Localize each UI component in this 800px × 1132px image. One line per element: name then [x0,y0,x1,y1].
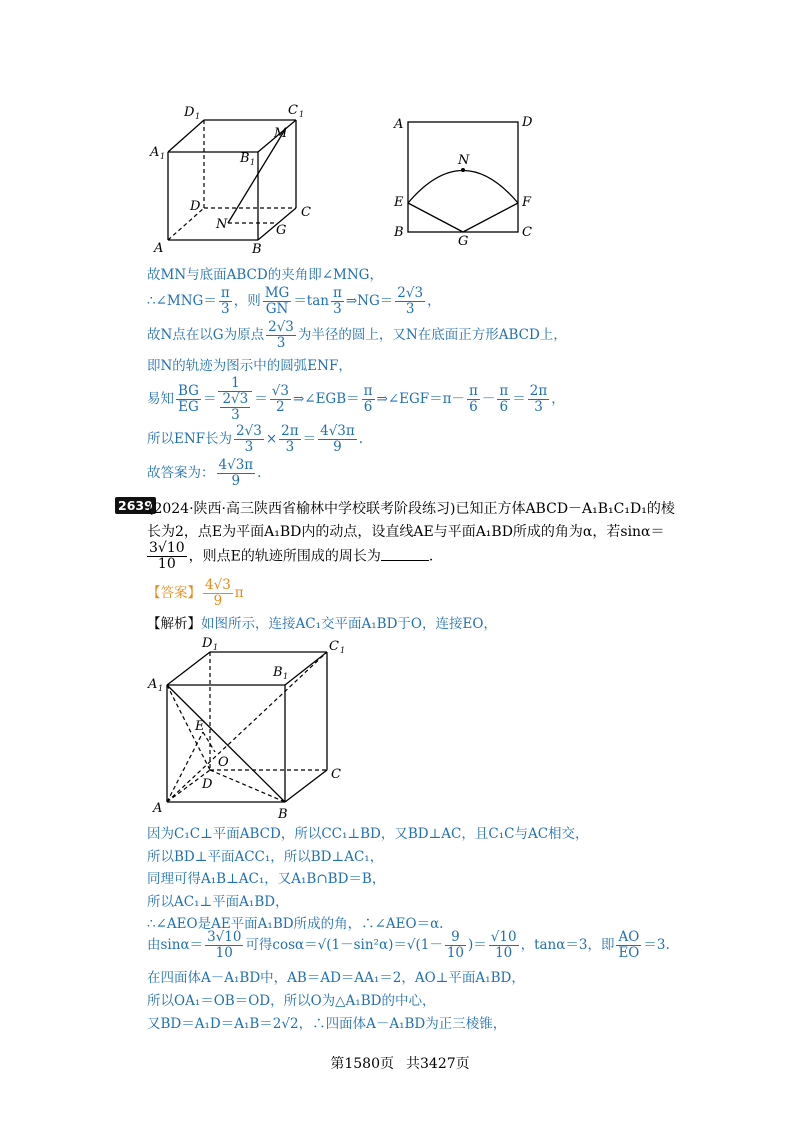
fig1-label-a: A [154,241,164,256]
fig1-sub: 1 [299,110,305,119]
sol2-line-1: 因为C₁C⊥平面ABCD，所以CC₁⊥BD，又BD⊥AC，且C₁C与AC相交， [147,826,589,842]
fig2-label-f: F [522,195,532,210]
fig2-label-b: B [394,225,404,240]
fig3-label-d: D [202,777,213,792]
fig3-sub: 1 [213,643,219,652]
question-line-3: $\frac{3√10}{10}$ ，则点E的轨迹所围成的周长为 . [149,540,434,572]
fig1-label-b1: B [240,151,250,166]
answer-blank [381,560,429,561]
sol2-line-8: 所以OA₁＝OB＝OD，所以O为△A₁BD的中心， [147,993,436,1009]
fig3-label-e: E [195,719,205,734]
fig2-label-g: G [458,234,469,248]
page-footer [0,1053,800,1073]
sol1-line-2: ∴∠MNG＝ $\frac{\pi}{3}$ ，则 $\frac{MG}{GN}$ ＝tan $\frac{\pi}{3}$ ⇒NG＝ $\frac{2√3}{3}$ ， [147,285,441,317]
fig3-sub: 1 [158,684,164,693]
fig2-label-c: C [522,225,532,240]
sol2-line-7: 在四面体A－A₁BD中，AB＝AD＝AA₁＝2，AO⊥平面A₁BD， [147,970,525,986]
sol2-line-3: 同理可得A₁B⊥AC₁，又A₁B∩BD＝B， [147,871,386,887]
sol1-line-7: 故答案为： $\frac{4√3\pi}{9}$ . [147,457,262,489]
fig3-label-b1: B [273,665,283,680]
fig1-label-d: D [190,199,201,214]
fig3-sub: 1 [340,646,346,655]
sol2-line-5: ∴∠AEO是AE平面A₁BD所成的角，∴∠AEO＝α. [147,916,444,932]
fig1-label-c: C [301,205,311,220]
figure-cube-1 [140,100,320,260]
fig3-label-a: A [153,801,163,816]
answer-value: $\frac{4√3}{9}$ [205,577,231,609]
fig1-sub: 1 [250,158,256,167]
answer-label: 【答案】 [147,585,201,601]
fig2-label-d: D [522,115,533,130]
fig2-label-n: N [458,153,470,168]
answer-row: 【答案】 $\frac{4√3}{9}$ π [147,577,244,609]
page-number: 第1580页 [330,1056,394,1072]
sol2-line-6: 由sinα＝ $\frac{3√10}{10}$ 可得cosα＝√(1－sin²α)＝√(1－ $\frac{9}{10}$ )＝ $\frac{√10}{10}$ ，tanα＝3，即 $\frac{AO}{EO}$ ＝3. [147,929,670,961]
sol1-line-1: 故MN与底面ABCD的夹角即∠MNG， [147,267,383,283]
fig1-label-b: B [252,242,262,257]
fig1-label-g: G [276,223,287,238]
fig3-sub: 1 [283,672,289,681]
analysis-row [147,612,497,632]
fig3-label-o: O [218,755,229,770]
sol1-line-4: 即N的轨迹为图示中的圆弧ENF， [147,358,352,374]
fig1-label-c1: C [288,103,298,118]
fig3-label-d1: D [202,636,213,651]
figure-square-arc [390,108,550,248]
page-total: 共3427页 [406,1056,470,1072]
fig1-sub: 1 [160,152,166,161]
sol2-line-9: 又BD＝A₁D＝A₁B＝2√2，∴四面体A－A₁BD为正三棱锥， [147,1016,507,1032]
fig3-label-c1: C [329,639,339,654]
figure-cube-2 [145,630,365,820]
fig1-label-n: N [216,217,228,232]
fig1-label-m: M [274,126,288,141]
question-line-2: 长为2，点E为平面A₁BD内的动点，设直线AE与平面A₁BD所成的角为α，若sinα＝ [147,524,665,540]
sol2-line-2: 所以BD⊥平面ACC₁，所以BD⊥AC₁， [147,849,384,865]
fig3-label-a1: A [148,677,158,692]
fig1-sub: 1 [195,112,201,121]
sol1-line-3: 故N点在以G为原点 $\frac{2√3}{3}$ 为半径的圆上，又N在底面正方形ABCD上， [147,319,567,351]
analysis-label: 【解析】 [147,616,201,632]
sol1-line-6: 所以ENF长为 $\frac{2√3}{3}$ × $\frac{2\pi}{3}$ ＝ $\frac{4√3\pi}{9}$ . [147,423,364,455]
fig2-label-e: E [394,195,404,210]
fig3-label-b: B [278,807,288,820]
fig1-label-d1: D [184,105,195,120]
fig1-label-a1: A [150,145,160,160]
analysis-text: 如图所示，连接AC₁交平面A₁BD于O，连接EO， [201,616,497,632]
fig2-label-a: A [394,117,404,132]
sol2-line-4: 所以AC₁⊥平面A₁BD， [147,894,289,910]
fig2-point-n [461,168,465,172]
fig3-label-c: C [331,767,341,782]
question-line-1: (2024·陕西·高三陕西省榆林中学校联考阶段练习)已知正方体ABCD－A₁B₁C₁D₁的棱 [148,501,675,517]
question-number-badge: 2639 [115,497,156,514]
sol1-line-5: 易知 $\frac{BG}{EG}$ ＝ $\frac{1}{\frac{2√3}{3}}$ ＝ $\frac{√3}{2}$ ⇒∠EGB＝ $\frac{\pi}{6}$ ⇒∠EGF＝π－ $\frac{\pi}{6}$ － $\frac{\pi}{6}$ ＝ $\frac{2\pi}{3}$ ， [147,375,565,423]
